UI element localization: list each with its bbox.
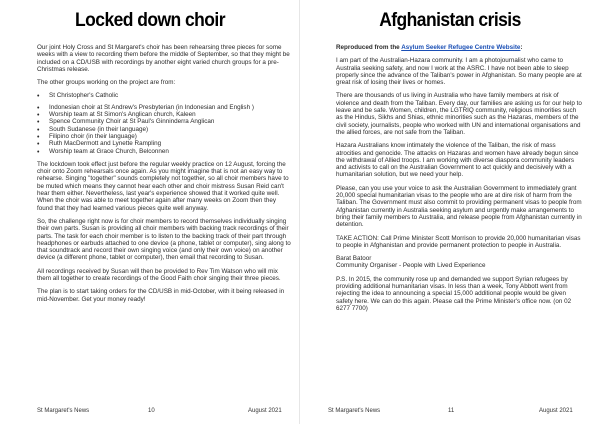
paragraph: P.S. In 2015, the community rose up and demanded we support Syrian refugees by providing additional humanitarian visas. In less than a week, Tony Abbott went from rejecting the idea to announcing a special 15,000 additional people would be given safety here. We can do this again. Please call the Prime Minister's office now. (on 02 6277 7700) [336,275,572,312]
list-item: • Filipino choir (in their language) [37,132,137,141]
article-body [37,44,292,309]
paragraph: Our joint Holy Cross and St Margaret's choir has been rehearsing three pieces for some weeks with a view to recording them before the middle of September, so that they might be included on a CD/USB with recordings by another eight varied church groups for a pre-Christmas release. [37,44,290,73]
signature-name: Barat Batoor [336,255,372,263]
list-item: • Worship team at St Simon's Anglican church, Kaleen [37,111,196,120]
bullet-icon: • [37,148,40,156]
footer-publication: St Margaret's News [328,408,381,414]
paragraph: TAKE ACTION: Call Prime Minister Scott Morrison to provide 20,000 humanitarian visas to people in Afghanistan and provide permanent protection to people in Australia. [336,234,581,249]
list-item: • South Sudanese (in their language) [37,125,149,134]
groups-list [37,92,292,154]
bullet-icon: • [37,119,40,127]
paragraph: I am part of the Australian-Hazara community. I am a photojournalist who came to Australia seeking safety, and now I work at the ASRC. I have not been able to sleep properly since the advance of the Taliban's power in Afghanistan. So many people are at great risk of losing their lives or homes. [336,57,582,87]
footer-date: August 2021 [248,408,282,414]
list-item: • Ruth MacDermott and Lynette Rampling [37,140,162,149]
list-item: • Worship team at Grace Church, Belconnen [37,147,169,156]
source-line: Reproduced from the Asylum Seeker Refugee Centre Website: [336,44,523,51]
paragraph: All recordings received by Susan will then be provided to Rev Tim Watson who will mix them all together to create recordings of the Good Faith choir singing their three pieces. [37,267,281,283]
list-item: • St Christopher's Catholic [37,92,119,101]
paragraph: The other groups working on the project are from: [37,79,176,87]
footer-page-number: 11 [448,408,455,414]
list-item: • Indonesian choir at St Andrew's Presbyterian (in Indonesian and English ) [37,103,254,112]
source-link[interactable]: Asylum Seeker Refugee Centre Website [401,44,521,51]
footer-date: August 2021 [539,408,573,414]
paragraph: The lockdown took effect just before the regular weekly practice on 12 August, forcing the choir onto Zoom rehearsals once again. As you might imagine that is not an easy way to rehearse. Singing "together" sounds completely not together, so all choir members have to be muted which means they cannot hear each other and choir mistress Susan Reid can't hear them either. Nevertheless, last year's experience showed that it worked quite well. When the choir was able to meet together again after many weeks on Zoom then they found that they had learned various pieces quite well anyway. [37,160,289,212]
paragraph: There are thousands of us living in Australia who have family members at risk of violence and death from the Taliban. Every day, our families are asking us for our help to leave and be safe. Women, children, the LGTRIQ community, religious minorities such as the Hindus, Sikhs and Shias, ethnic minorities such as the Hazaras, members of the civil society, journalists, people who worked with UN and international organisations and the allied forces, are not safe from the Taliban. [336,92,582,136]
paragraph: Hazara Australians know intimately the violence of the Taliban, the risk of mass atrocities and genocide. The attacks on Hazaras and women have already begun since the withdrawal of Allied troops. I am working with diverse diaspora community leaders and activists to call on the Australian Government to act quickly and decisively with a humanitarian solution, but we need your help. [336,142,579,179]
page-title: Locked down choir [75,10,225,31]
right-page [300,0,600,424]
list-item: • Spence Community Choir at St Paul's Ginninderra Anglican [37,118,215,127]
bullet-icon: • [37,141,40,149]
paragraph: Please, can you use your voice to ask the Australian Government to immediately grant 20,000 special humanitarian visas to the people who are at dire risk of harm from the Taliban. The Government must also commit to providing permanent visas to people from Afghanistan currently in Australia seeking asylum and urgently make arrangements to bring their family members to Australia, and release people from Afghanistan currently in detention. [336,184,582,229]
bullet-icon: • [37,126,40,134]
paragraph: So, the challenge right now is for choir members to record themselves individually singing their own parts. Susan is providing all choir members with backing track recordings of their parts. The task for each choir member is to listen to the backing track of their part through headphones or earbuds attached to one device (a phone, tablet or computer), sing along to that soundtrack and record their own singing voice (and only their own voice) on another device (a different phone, tablet or computer), then email that recording to Susan. [37,217,291,262]
bullet-icon: • [37,93,40,101]
footer-page-number: 10 [148,408,155,414]
signature-role: Community Organiser - People with Lived Experience [336,262,486,270]
article-body [336,44,582,318]
bullet-icon: • [37,133,40,141]
page-title: Afghanistan crisis [379,10,521,31]
bullet-icon: • [37,112,40,120]
signature-block [336,255,582,270]
bullet-icon: • [37,104,40,112]
footer-publication: St Margaret's News [37,408,90,414]
paragraph: The plan is to start taking orders for the CD/USB in mid-October, with it being released in mid-November. Get your money ready! [37,288,285,303]
